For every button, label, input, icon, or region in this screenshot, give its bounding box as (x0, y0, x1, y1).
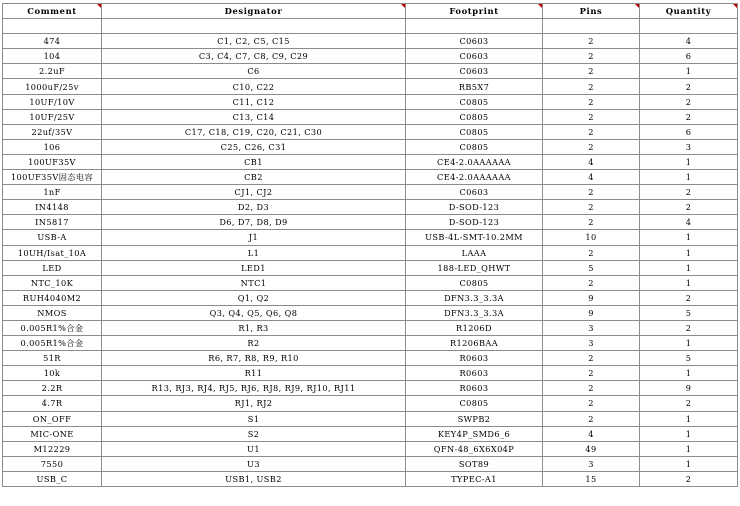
footprint-cell[interactable]: C0805 (406, 396, 543, 411)
pins-cell[interactable]: 9 (543, 305, 640, 320)
quantity-cell[interactable]: 1 (640, 456, 738, 471)
designator-cell[interactable]: S1 (102, 411, 406, 426)
pins-cell[interactable]: 2 (543, 185, 640, 200)
designator-cell[interactable]: R2 (102, 336, 406, 351)
designator-cell[interactable]: D2, D3 (102, 200, 406, 215)
quantity-cell[interactable]: 1 (640, 336, 738, 351)
quantity-cell[interactable]: 6 (640, 124, 738, 139)
bom-table (2, 3, 738, 487)
designator-cell[interactable]: C11, C12 (102, 94, 406, 109)
footprint-cell[interactable]: RB5X7 (406, 79, 543, 94)
pins-cell[interactable]: 2 (543, 411, 640, 426)
comment-cell[interactable]: 7550 (3, 456, 102, 471)
pins-cell[interactable]: 49 (543, 441, 640, 456)
footprint-cell[interactable]: LAAA (406, 245, 543, 260)
table-row (3, 411, 738, 426)
comment-marker-icon (401, 4, 405, 8)
comment-marker-icon (733, 4, 737, 8)
designator-cell[interactable]: R1, R3 (102, 320, 406, 335)
designator-cell[interactable]: Q1, Q2 (102, 290, 406, 305)
pins-cell[interactable]: 2 (543, 200, 640, 215)
header-row (3, 4, 738, 19)
designator-cell[interactable]: Q3, Q4, Q5, Q6, Q8 (102, 305, 406, 320)
quantity-cell[interactable]: 2 (640, 79, 738, 94)
table-row (3, 441, 738, 456)
designator-cell[interactable] (102, 19, 406, 34)
comment-cell[interactable]: 10UF/10V (3, 94, 102, 109)
comment-marker-icon (635, 4, 639, 8)
comment-cell[interactable]: MIC-ONE (3, 426, 102, 441)
pins-cell[interactable]: 2 (543, 215, 640, 230)
comment-cell[interactable]: 51R (3, 351, 102, 366)
pins-cell[interactable]: 15 (543, 471, 640, 486)
quantity-cell[interactable] (640, 19, 738, 34)
quantity-cell[interactable]: 2 (640, 471, 738, 486)
quantity-cell[interactable]: 1 (640, 275, 738, 290)
pins-cell[interactable]: 2 (543, 79, 640, 94)
designator-cell[interactable]: R6, R7, R8, R9, R10 (102, 351, 406, 366)
designator-cell[interactable]: C10, C22 (102, 79, 406, 94)
quantity-cell[interactable]: 1 (640, 170, 738, 185)
comment-cell[interactable]: 2.2R (3, 381, 102, 396)
table-row (3, 109, 738, 124)
pins-cell[interactable]: 2 (543, 94, 640, 109)
comment-cell[interactable]: 106 (3, 139, 102, 154)
column-header-label: Comment (27, 6, 77, 17)
footprint-cell[interactable]: C0805 (406, 109, 543, 124)
footprint-cell[interactable]: C0603 (406, 34, 543, 49)
pins-cell[interactable]: 5 (543, 260, 640, 275)
quantity-cell[interactable]: 1 (640, 426, 738, 441)
comment-cell[interactable]: NTC_10K (3, 275, 102, 290)
quantity-cell[interactable]: 4 (640, 215, 738, 230)
table-row (3, 245, 738, 260)
table-row (3, 94, 738, 109)
designator-cell[interactable]: RJ1, RJ2 (102, 396, 406, 411)
quantity-cell[interactable]: 1 (640, 245, 738, 260)
footprint-cell[interactable]: C0603 (406, 64, 543, 79)
table-row (3, 275, 738, 290)
pins-cell[interactable]: 2 (543, 64, 640, 79)
quantity-cell[interactable]: 2 (640, 200, 738, 215)
designator-cell[interactable]: LED1 (102, 260, 406, 275)
table-row (3, 366, 738, 381)
pins-cell[interactable]: 3 (543, 320, 640, 335)
table-row (3, 290, 738, 305)
quantity-cell[interactable]: 3 (640, 139, 738, 154)
quantity-cell[interactable]: 2 (640, 320, 738, 335)
quantity-cell[interactable]: 1 (640, 154, 738, 169)
designator-cell[interactable]: USB1, USB2 (102, 471, 406, 486)
footprint-cell[interactable]: R0603 (406, 351, 543, 366)
comment-cell[interactable] (3, 19, 102, 34)
pins-cell[interactable]: 9 (543, 290, 640, 305)
table-row (3, 230, 738, 245)
footprint-cell[interactable]: USB-4L-SMT-10.2MM (406, 230, 543, 245)
table-row (3, 64, 738, 79)
footprint-cell[interactable]: DFN3.3_3.3A (406, 305, 543, 320)
comment-cell[interactable]: 100UF35V固态电容 (3, 170, 102, 185)
table-row (3, 471, 738, 486)
table-row (3, 396, 738, 411)
table-body (3, 19, 738, 487)
table-row (3, 200, 738, 215)
table-row (3, 320, 738, 335)
pins-cell[interactable]: 2 (543, 124, 640, 139)
pins-cell[interactable]: 2 (543, 396, 640, 411)
column-header-label: Pins (579, 6, 603, 17)
pins-cell[interactable]: 2 (543, 34, 640, 49)
designator-cell[interactable]: U3 (102, 456, 406, 471)
table-row (3, 139, 738, 154)
pins-cell[interactable]: 2 (543, 366, 640, 381)
designator-cell[interactable]: C1, C2, C5, C15 (102, 34, 406, 49)
pins-cell[interactable] (543, 19, 640, 34)
footprint-cell[interactable]: R1206BAA (406, 336, 543, 351)
footprint-cell[interactable]: C0805 (406, 139, 543, 154)
comment-marker-icon (538, 4, 542, 8)
pins-cell[interactable]: 4 (543, 426, 640, 441)
footprint-cell[interactable]: 188-LED_QHWT (406, 260, 543, 275)
footprint-cell[interactable]: TYPEC-A1 (406, 471, 543, 486)
table-row (3, 185, 738, 200)
quantity-cell[interactable]: 4 (640, 34, 738, 49)
designator-cell[interactable]: D6, D7, D8, D9 (102, 215, 406, 230)
designator-header[interactable] (102, 4, 406, 19)
footprint-header[interactable] (406, 4, 543, 19)
footprint-cell[interactable]: QFN-48_6X6X04P (406, 441, 543, 456)
footprint-cell[interactable]: R1206D (406, 320, 543, 335)
footprint-cell[interactable]: DFN3.3_3.3A (406, 290, 543, 305)
footprint-cell[interactable]: D-SOD-123 (406, 215, 543, 230)
comment-cell[interactable]: NMOS (3, 305, 102, 320)
table-row (3, 49, 738, 64)
comment-marker-icon (97, 4, 101, 8)
pins-cell[interactable]: 3 (543, 336, 640, 351)
column-header-label: Footprint (449, 6, 499, 17)
quantity-cell[interactable]: 2 (640, 94, 738, 109)
comment-cell[interactable]: 100UF35V (3, 154, 102, 169)
quantity-cell[interactable]: 2 (640, 396, 738, 411)
comment-cell[interactable]: ON_OFF (3, 411, 102, 426)
quantity-cell[interactable]: 1 (640, 441, 738, 456)
pins-cell[interactable]: 4 (543, 154, 640, 169)
pins-cell[interactable]: 2 (543, 49, 640, 64)
table-row (3, 381, 738, 396)
designator-cell[interactable]: C25, C26, C31 (102, 139, 406, 154)
footprint-cell[interactable]: SWPB2 (406, 411, 543, 426)
footprint-cell[interactable]: C0805 (406, 124, 543, 139)
table-row (3, 260, 738, 275)
quantity-cell[interactable]: 1 (640, 366, 738, 381)
table-row (3, 79, 738, 94)
footprint-cell[interactable]: C0805 (406, 94, 543, 109)
pins-cell[interactable]: 2 (543, 381, 640, 396)
comment-cell[interactable]: IN4148 (3, 200, 102, 215)
designator-cell[interactable]: CJ1, CJ2 (102, 185, 406, 200)
table-row (3, 456, 738, 471)
footprint-cell[interactable]: C0603 (406, 185, 543, 200)
designator-cell[interactable]: C3, C4, C7, C8, C9, C29 (102, 49, 406, 64)
quantity-cell[interactable]: 1 (640, 64, 738, 79)
quantity-cell[interactable]: 6 (640, 49, 738, 64)
footprint-cell[interactable]: R0603 (406, 366, 543, 381)
pins-cell[interactable]: 2 (543, 139, 640, 154)
designator-cell[interactable]: J1 (102, 230, 406, 245)
footprint-cell[interactable] (406, 19, 543, 34)
comment-cell[interactable]: M12229 (3, 441, 102, 456)
table-row (3, 154, 738, 169)
comment-cell[interactable]: 0.005R1%合金 (3, 336, 102, 351)
quantity-cell[interactable]: 5 (640, 351, 738, 366)
footprint-cell[interactable]: CE4-2.0AAAAAA (406, 154, 543, 169)
comment-cell[interactable]: 0.005R1%合金 (3, 320, 102, 335)
designator-cell[interactable]: C13, C14 (102, 109, 406, 124)
table-row (3, 336, 738, 351)
quantity-cell[interactable]: 2 (640, 290, 738, 305)
comment-header[interactable] (3, 4, 102, 19)
footprint-cell[interactable]: D-SOD-123 (406, 200, 543, 215)
column-header-label: Quantity (665, 6, 712, 17)
comment-cell[interactable]: IN5817 (3, 215, 102, 230)
quantity-cell[interactable]: 1 (640, 411, 738, 426)
pins-cell[interactable]: 2 (543, 245, 640, 260)
table-row (3, 19, 738, 34)
table-row (3, 305, 738, 320)
quantity-header[interactable] (640, 4, 738, 19)
quantity-cell[interactable]: 9 (640, 381, 738, 396)
comment-cell[interactable]: 10UF/25V (3, 109, 102, 124)
footprint-cell[interactable]: SOT89 (406, 456, 543, 471)
designator-cell[interactable]: R11 (102, 366, 406, 381)
designator-cell[interactable]: CB1 (102, 154, 406, 169)
quantity-cell[interactable]: 2 (640, 185, 738, 200)
pins-cell[interactable]: 3 (543, 456, 640, 471)
comment-cell[interactable]: 10UH/Isat_10A (3, 245, 102, 260)
comment-cell[interactable]: USB_C (3, 471, 102, 486)
designator-cell[interactable]: L1 (102, 245, 406, 260)
footprint-cell[interactable]: KEY4P_SMD6_6 (406, 426, 543, 441)
quantity-cell[interactable]: 1 (640, 230, 738, 245)
table-row (3, 351, 738, 366)
designator-cell[interactable]: C17, C18, C19, C20, C21, C30 (102, 124, 406, 139)
pins-cell[interactable]: 2 (543, 109, 640, 124)
designator-cell[interactable]: NTC1 (102, 275, 406, 290)
pins-header[interactable] (543, 4, 640, 19)
quantity-cell[interactable]: 5 (640, 305, 738, 320)
designator-cell[interactable]: U1 (102, 441, 406, 456)
table-row (3, 124, 738, 139)
footprint-cell[interactable]: C0603 (406, 49, 543, 64)
comment-cell[interactable]: 10k (3, 366, 102, 381)
designator-cell[interactable]: S2 (102, 426, 406, 441)
footprint-cell[interactable]: R0603 (406, 381, 543, 396)
comment-cell[interactable]: 4.7R (3, 396, 102, 411)
table-row (3, 34, 738, 49)
pins-cell[interactable]: 2 (543, 275, 640, 290)
comment-cell[interactable]: 22uf/35V (3, 124, 102, 139)
column-header-label: Designator (224, 6, 283, 17)
comment-cell[interactable]: 104 (3, 49, 102, 64)
comment-cell[interactable]: 1nF (3, 185, 102, 200)
pins-cell[interactable]: 10 (543, 230, 640, 245)
comment-cell[interactable]: 474 (3, 34, 102, 49)
table-row (3, 426, 738, 441)
table-row (3, 170, 738, 185)
comment-cell[interactable]: 2.2uF (3, 64, 102, 79)
pins-cell[interactable]: 2 (543, 351, 640, 366)
footprint-cell[interactable]: C0805 (406, 275, 543, 290)
quantity-cell[interactable]: 1 (640, 260, 738, 275)
table-row (3, 215, 738, 230)
designator-cell[interactable]: C6 (102, 64, 406, 79)
pins-cell[interactable]: 4 (543, 170, 640, 185)
designator-cell[interactable]: R13, RJ3, RJ4, RJ5, RJ6, RJ8, RJ9, RJ10, RJ11 (102, 381, 406, 396)
comment-cell[interactable]: RUH4040M2 (3, 290, 102, 305)
designator-cell[interactable]: CB2 (102, 170, 406, 185)
footprint-cell[interactable]: CE4-2.0AAAAAA (406, 170, 543, 185)
comment-cell[interactable]: LED (3, 260, 102, 275)
comment-cell[interactable]: 1000uF/25v (3, 79, 102, 94)
quantity-cell[interactable]: 2 (640, 109, 738, 124)
comment-cell[interactable]: USB-A (3, 230, 102, 245)
